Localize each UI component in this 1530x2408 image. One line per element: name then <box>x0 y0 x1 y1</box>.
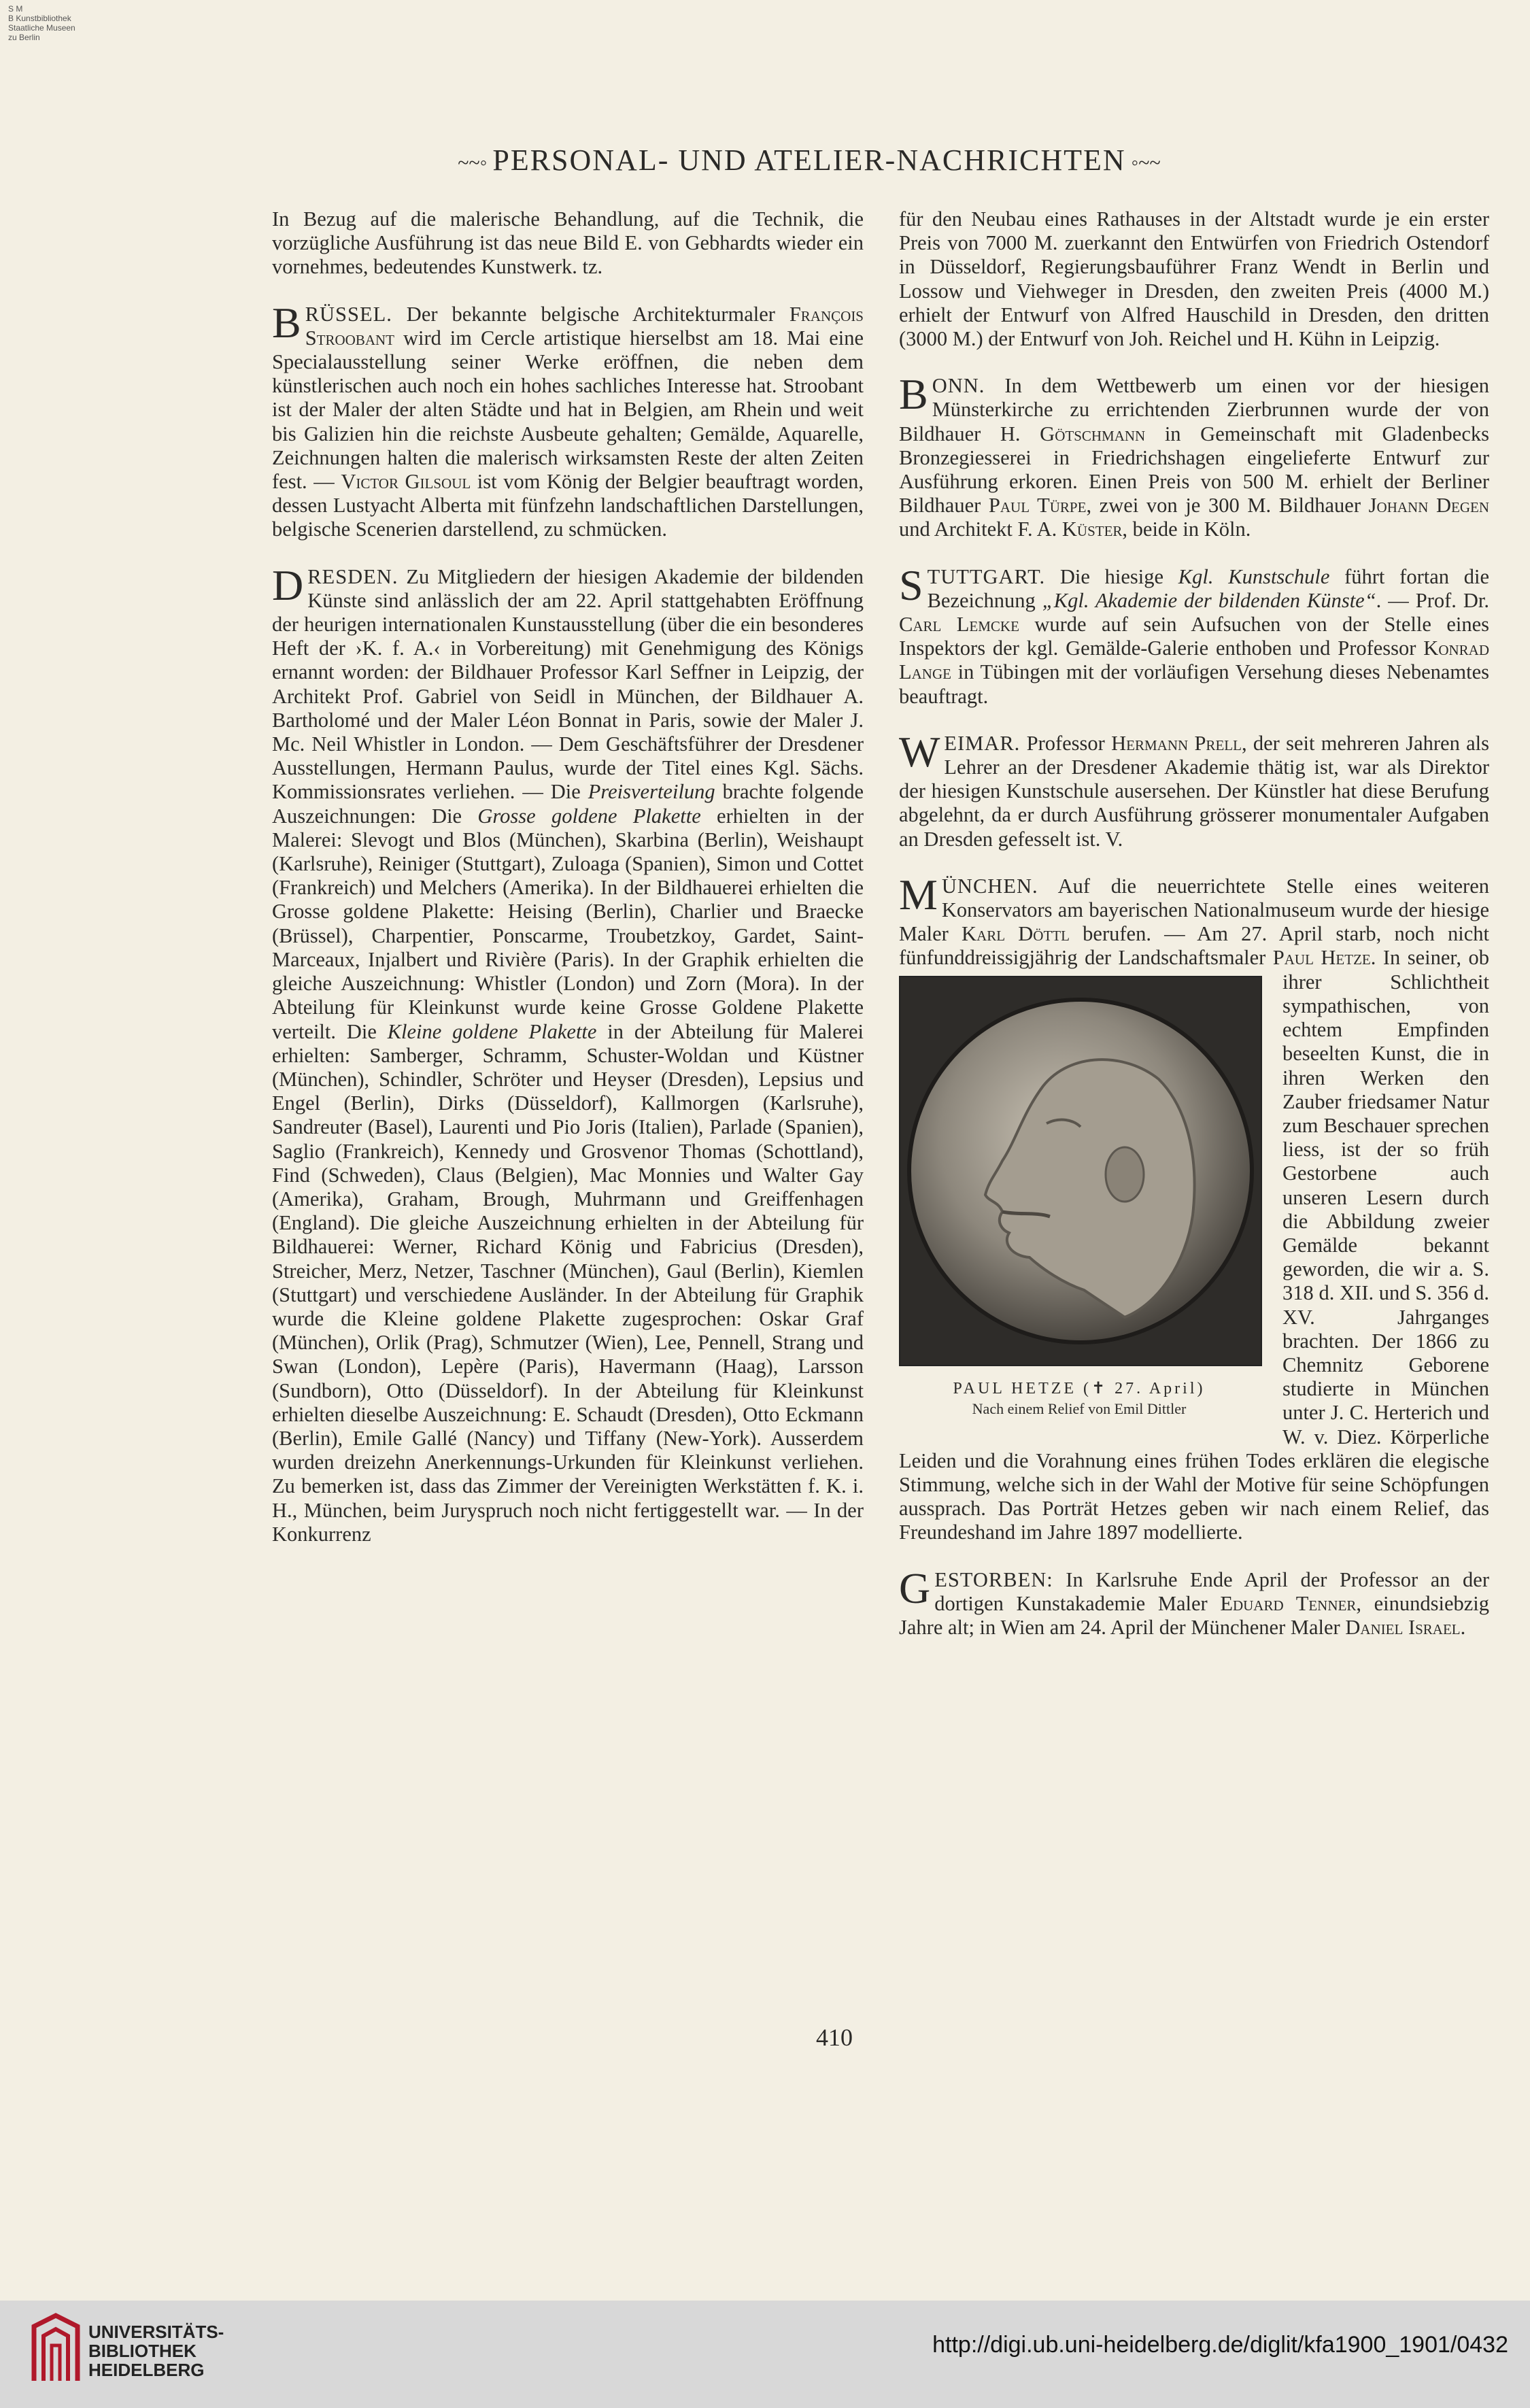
article-gebhardt: In Bezug auf die malerische Behandlung, auf die Technik, die vorzügliche Ausführung ist das neue Bild E. von Gebhardts wieder ein vornehmes, bedeutendes Kunstwerk. tz. <box>272 207 864 279</box>
text-run: führt fortan die Bezeichnung <box>927 564 1490 612</box>
stamp-line: S M <box>8 4 23 14</box>
stamp-line: zu Berlin <box>8 33 40 42</box>
italic-term: Kgl. Kunstschule <box>1178 564 1330 588</box>
article-stuttgart <box>899 560 1490 709</box>
place-heading: TUTTGART. <box>927 564 1046 588</box>
drop-cap: S <box>899 560 923 609</box>
drop-cap: M <box>899 870 938 919</box>
ornament-left-icon: ~~◦ <box>458 151 488 174</box>
library-name <box>88 2322 224 2379</box>
figure-caption-credit: Nach einem Relief von Emil Dittler <box>972 1400 1187 1417</box>
running-header <box>258 143 1360 177</box>
person-name: Paul Hetze <box>1272 946 1371 970</box>
stamp-line: B Kunstbibliothek <box>8 14 71 23</box>
ornament-right-icon: ◦~~ <box>1131 151 1161 174</box>
left-column <box>272 207 864 1570</box>
university-library-logo-icon <box>29 2313 83 2386</box>
right-column <box>899 207 1489 1663</box>
person-name: Konrad Lange <box>899 637 1489 684</box>
text-run: , der seit mehreren Jahren als Lehrer an der Dresdener Akademie thätig ist, war als Direktor der hiesigen Kunstschule ausersehen. Der Künstler hat diese Berufung abgelehnt, da er durch Ausführung grösserer monumentaler Aufgaben an Dresden gefesselt ist. V. <box>899 731 1490 851</box>
text-run: . In seiner, ob ihrer Schlichtheit sympathischen, von echtem Empfinden beseelten Kunst, die in ihren Werken den Zauber friedsamer Natur zum Beschauer sprechen liess, ist der so früh Gestorbene auch unseren Lesern durch die Abbildung zweier Gemälde bekannt geworden, die wir a. S. 318 d. XII. und S. 356 d. XV. Jahrganges brachten. Der 1866 zu Chemnitz Geborene studierte in München unter J. C. Herterich und W. v. Diez. Körperliche Leiden und die Vorahnung eines frühen Todes erklären die elegische Stimmung, welche sich in der Wahl der Motive für seine Schöpfungen aussprach. Das Porträt Hetzes geben wir nach einem Relief, das Freundeshand im Jahre 1897 modellierte. <box>899 946 1489 1544</box>
drop-cap: B <box>272 298 301 347</box>
library-stamp <box>8 4 75 42</box>
relief-medallion-icon <box>900 977 1261 1365</box>
person-name: Daniel Israel <box>1345 1615 1461 1639</box>
page-number: 410 <box>816 2024 853 2051</box>
text-run: erhielten in der Malerei: Slevogt und Blos (München), Skarbina (Berlin), Weishaupt (Karlsruhe), Reiniger (Stuttgart), Zuloaga (Spanien), Simon und Cottet (Frankreich) und Melchers (Amerika). In der Bildhauerei erhielten die Grosse goldene Plakette: Heising (Berlin), Charlier und Braecke (Brüssel), Charpentier, Ponscarme, Troubetzkoy, Gardet, Saint-Marceaux, Injalbert und Rivière (Paris). In der Graphik erhielten die gleiche Auszeichnung: Whistler (London) und Zorn (Mora). In der Abteilung für Kleinkunst wurde keine Grosse Goldene Plakette verteilt. Die <box>272 804 864 1043</box>
italic-term: Grosse goldene Plakette <box>477 804 701 828</box>
text-run: Die hiesige <box>1045 564 1178 588</box>
library-name-line: UNIVERSITÄTS- <box>88 2322 224 2342</box>
italic-term: Preisverteilung <box>588 780 715 804</box>
person-name: Victor Gilsoul <box>341 470 471 494</box>
person-name: Karl Döttl <box>962 922 1070 946</box>
portrait-figure <box>899 976 1259 1419</box>
person-name: Eduard Tenner <box>1220 1591 1357 1615</box>
text-run: in Gemeinschaft mit Gladenbecks Bronzegiesserei in Friedrichshagen eingelieferte Entwurf zur Ausführung erkoren. Einen Preis von 500 M. erhielt der Berliner Bildhauer <box>899 422 1489 518</box>
person-name: Paul Türpe <box>988 494 1087 518</box>
library-name-line: BIBLIOTHEK <box>88 2341 197 2361</box>
text-run: in der Abteilung für Malerei erhielten: Samberger, Schramm, Schuster-Woldan und Küstner (München), Schindler, Schröter und Heyser (Dresden), Lepsius und Engel (Berlin), Dirks (Düsseldorf), Kallmorgen (Karlsruhe), Sandreuter (Basel), Laurenti und Pio Joris (Italien), Parlade (Spanien), Saglio (Frankreich), Kennedy und Grosvenor Thomas (Schottland), Find (Schweden), Claus (Belgien), Mac Monnies und Walter Gay (Amerika), Graham, Brough, Muhrmann und Greiffenhagen (England). Die gleiche Auszeichnung erhielten in der Abteilung für Bildhauerei: Werner, Richard König und Fabricius (Dresden), Streicher, Merz, Netzer, Taschner (München), Gaul (Berlin), Kiemlen (Stuttgart) und verschiedene Ausländer. In der Abteilung für Graphik wurde die Kleine goldene Plakette zugesprochen: Oskar Graf (München), Orlik (Prag), Schmutzer (Wien), Lee, Pennell, Strang und Swan (London), Lepère (Paris), Havermann (Haag), Larsson (Sundborn), Otto (Düsseldorf). In der Abteilung für Kleinkunst erhielten dieselbe Auszeichnung: E. Schaudt (Dresden), Otto Eckmann (Berlin), Emile Gallé (Nancy) und Tiffany (New-York). Ausserdem wurden dreizehn Anerkennungs-Urkunden für Kleinkunst verliehen. Zu bemerken ist, dass das Zimmer der Vereinigten Werkstätten f. K. i. H., München, beim Juryspruch noch nicht fertiggestellt war. — In der Konkurrenz <box>272 1019 864 1546</box>
place-heading: RESDEN. <box>307 564 398 588</box>
text-run: . <box>1460 1615 1466 1639</box>
text-run: und Architekt F. A. <box>899 518 1062 541</box>
person-name: Götschmann <box>1040 422 1146 445</box>
text-run: Professor <box>1020 731 1112 755</box>
italic-term: Kleine goldene Plakette <box>387 1019 597 1043</box>
person-name: Küster <box>1061 518 1123 541</box>
text-run: berufen. — Am 27. April starb, noch nicht fünfunddreissigjährig der Landschaftsmaler <box>899 922 1490 970</box>
text-run: wird im Cercle artistique hierselbst am 18. Mai eine Specialausstellung seiner Werke eröffnen, die neben dem künstlerischen auch noch ein hohes sachliches Interesse hat. Stroobant ist der Maler der alten Städte und hat in Belgien, am Rhein und weit bis Galizien hin die reichste Ausbeute gehalten; Gemälde, Aquarelle, Zeichnungen halten die malerisch wirksamsten Reste der alten Zeiten fest. — <box>272 326 864 494</box>
article-weimar <box>899 727 1490 851</box>
stamp-line: Staatliche Museen <box>8 23 75 33</box>
library-name-line: HEIDELBERG <box>88 2360 205 2380</box>
text-run: , beide in Köln. <box>1122 518 1251 541</box>
article-muenchen <box>899 870 1490 1545</box>
text-run: in Tübingen mit der vorläufigen Versehung dieses Nebenamtes beauftragt. <box>899 660 1489 708</box>
place-heading: ÜNCHEN. <box>941 874 1038 898</box>
text-run: brachte folgende Auszeichnungen: Die <box>272 780 864 828</box>
text-run: , einundsiebzig Jahre alt; in Wien am 24. April der Münchener Maler <box>899 1591 1490 1639</box>
drop-cap: W <box>899 727 940 776</box>
source-url-link[interactable]: http://digi.ub.uni-heidelberg.de/diglit/kfa1900_1901/0432 <box>932 2332 1508 2358</box>
text-run: wurde auf sein Aufsuchen von der Stelle eines Inspektors der kgl. Gemälde-Galerie enthoben und Professor <box>899 613 1489 660</box>
article-dresden <box>272 560 864 1546</box>
person-name: Johann Degen <box>1368 494 1490 518</box>
drop-cap: G <box>899 1563 931 1612</box>
place-heading: ONN. <box>932 374 985 398</box>
place-heading: RÜSSEL. <box>305 302 392 326</box>
text-run: Zu Mitgliedern der hiesigen Akademie der bildenden Künste sind anlässlich der am 22. April stattgehabten Eröffnung der heurigen internationalen Kunstausstellung (über die ein besonderes Heft der ›K. f. A.‹ in Vorbereitung) mit Genehmigung des Königs ernannt worden: der Bildhauer Professor Karl Seffner in Leipzig, der Architekt Prof. Gabriel von Seidl in München, der Bildhauer A. Bartholomé und der Maler Léon Bonnat in Paris, sowie der Maler J. Mc. Neil Whistler in London. — Dem Geschäftsführer der Dresdener Ausstellungen, Hermann Paulus, wurde der Titel eines Kgl. Sächs. Kommissionsrates verliehen. — Die <box>272 564 864 804</box>
person-name: Hermann Prell <box>1111 731 1242 755</box>
article-gestorben <box>899 1563 1490 1640</box>
text-run: In Karlsruhe Ende April der Professor an der dortigen Kunstakademie Maler <box>934 1567 1489 1615</box>
digitization-footer <box>0 2301 1530 2408</box>
italic-term: „Kgl. Akademie der bildenden Künste“ <box>1042 588 1376 612</box>
text-run: Der bekannte belgische Architekturmaler <box>392 302 789 326</box>
relief-portrait-image <box>899 976 1262 1366</box>
person-name: François Stroobant <box>305 302 864 350</box>
drop-cap: B <box>899 370 928 419</box>
person-name: Carl Lemcke <box>899 613 1019 637</box>
text-run: . — Prof. Dr. <box>1376 588 1490 612</box>
drop-cap: D <box>272 560 304 609</box>
article-bonn <box>899 370 1490 541</box>
place-heading: EIMAR. <box>944 731 1021 755</box>
text-run: , zwei von je 300 M. Bildhauer <box>1086 494 1369 518</box>
figure-caption-title: PAUL HETZE (✝ 27. April) <box>953 1379 1206 1397</box>
article-bruessel <box>272 298 864 542</box>
text-run: In dem Wettbewerb um einen vor der hiesigen Münsterkirche zu errichtenden Zierbrunnen wurde der von Bildhauer H. <box>899 374 1489 445</box>
text-run: Auf die neuerrichtete Stelle eines weiteren Konservators am bayerischen Nationalmuseum wurde der hiesige Maler <box>899 874 1489 946</box>
text-run: ist vom König der Belgier beauftragt worden, dessen Lustyacht Alberta mit fünfzehn landschaftlichen Darstellungen, belgische Scenerien darstellend, zu schmücken. <box>272 470 864 541</box>
place-heading: ESTORBEN: <box>934 1567 1053 1591</box>
article-konkurrenz-cont: für den Neubau eines Rathauses in der Altstadt wurde je ein erster Preis von 7000 M. zuerkannt den Entwürfen von Friedrich Ostendorf in Düsseldorf, Regierungsbauführer Franz Wendt in Berlin und Lossow und Viehweger in Dresden, den zweiten Preis (4000 M.) erhielt der Entwurf von Alfred Hauschild in Dresden, den dritten (3000 M.) der Entwurf von Joh. Reichel und H. Kühn in Leipzig. <box>899 207 1489 351</box>
page-title: PERSONAL- UND ATELIER-NACHRICHTEN <box>492 143 1126 177</box>
